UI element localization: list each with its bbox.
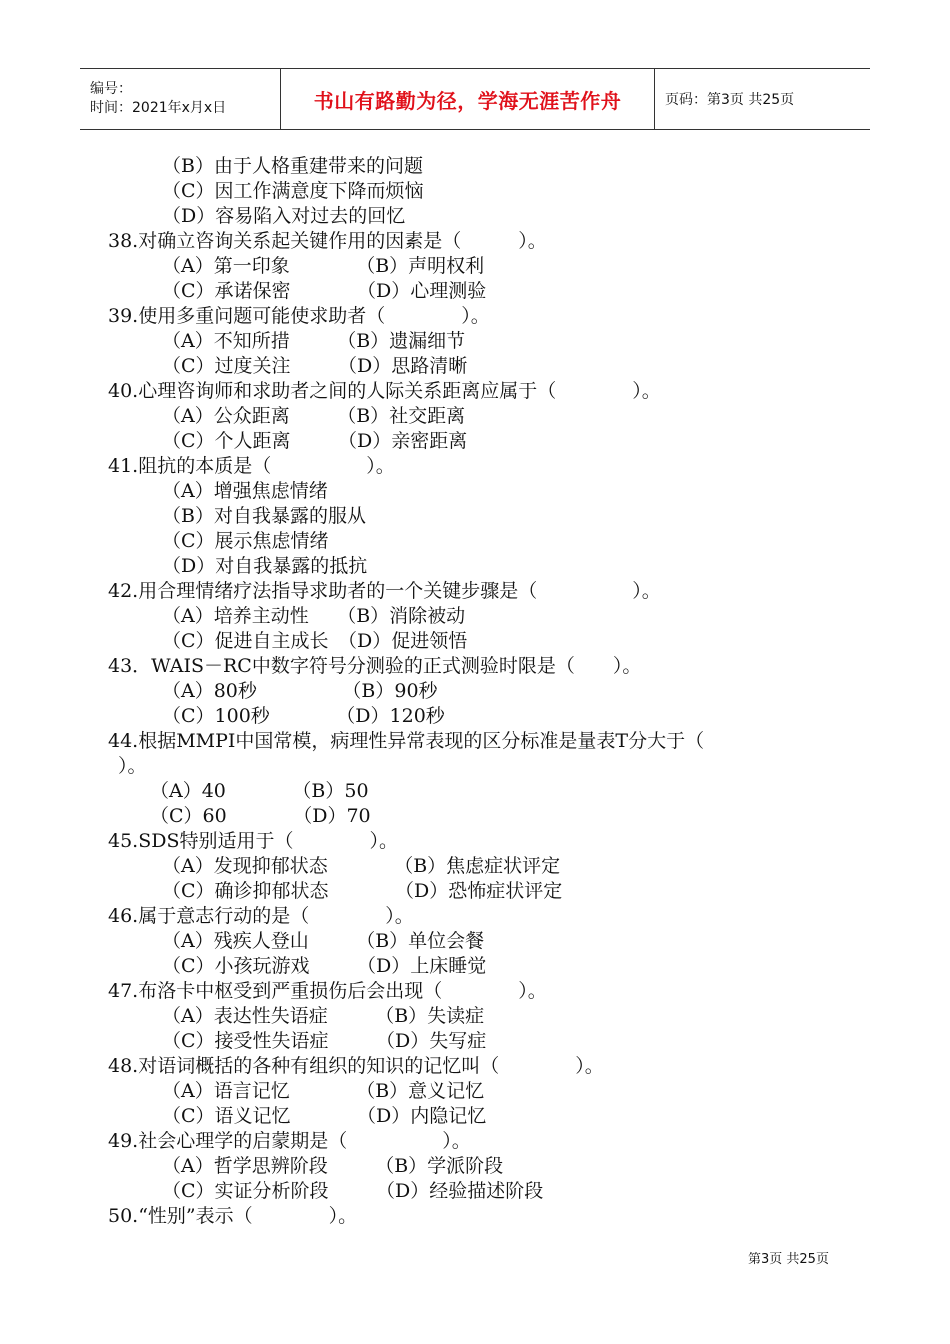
option-line: （A）第一印象 （B）声明权利 <box>162 255 485 277</box>
option-line: （A）发现抑郁状态 （B）焦虑症状评定 <box>162 855 561 877</box>
question-line: 39.使用多重问题可能使求助者（ ）。 <box>108 305 490 327</box>
option-line: （C）个人距离 （D）亲密距离 <box>162 430 468 452</box>
option-line: （A）残疾人登山 （B）单位会餐 <box>162 930 485 952</box>
option-line: （C）实证分析阶段 （D）经验描述阶段 <box>162 1180 544 1202</box>
option-line: （C）语义记忆 （D）内隐记忆 <box>162 1105 487 1127</box>
question-line: 44.根据MMPI中国常模，病理性异常表现的区分标准是量表T分大于（ <box>108 730 705 752</box>
option-line: （A）公众距离 （B）社交距离 <box>162 405 466 427</box>
option-line: （C）接受性失语症 （D）失写症 <box>162 1030 487 1052</box>
option-line: （A）增强焦虑情绪 <box>162 480 328 502</box>
question-line: 47.布洛卡中枢受到严重损伤后会出现（ ）。 <box>108 980 547 1002</box>
question-line: 41.阻抗的本质是（ ）。 <box>108 455 395 477</box>
option-line: （A）80秒 （B）90秒 <box>162 680 438 702</box>
option-line: （D）容易陷入对过去的回忆 <box>162 205 406 227</box>
footer-page-number: 第3页 共25页 <box>748 1252 829 1267</box>
header-motto-cell <box>281 69 655 129</box>
option-line: （A）40 （B）50 <box>150 780 369 802</box>
option-line: （A）培养主动性 （B）消除被动 <box>162 605 466 627</box>
question-line: 50.“性别”表示（ ）。 <box>108 1205 358 1227</box>
question-line: 43．WAIS－RC中数字符号分测验的正式测验时限是（ ）。 <box>108 655 642 677</box>
option-line: （C）过度关注 （D）思路清晰 <box>162 355 468 377</box>
option-line: （D）对自我暴露的抵抗 <box>162 555 368 577</box>
option-line: （C）确诊抑郁状态 （D）恐怖症状评定 <box>162 880 563 902</box>
page-header <box>80 68 870 130</box>
question-line: 38.对确立咨询关系起关键作用的因素是（ ）。 <box>108 230 547 252</box>
question-line: 48.对语词概括的各种有组织的知识的记忆叫（ ）。 <box>108 1055 604 1077</box>
option-line: （C）展示焦虑情绪 <box>162 530 329 552</box>
question-line: 42.用合理情绪疗法指导求助者的一个关键步骤是（ ）。 <box>108 580 661 602</box>
question-line: 45.SDS特别适用于（ ）。 <box>108 830 398 852</box>
option-line: （A）哲学思辨阶段 （B）学派阶段 <box>162 1155 504 1177</box>
question-line: 49.社会心理学的启蒙期是（ ）。 <box>108 1130 471 1152</box>
question-continuation: ）。 <box>118 755 147 777</box>
option-line: （C）促进自主成长 （D）促进领悟 <box>162 630 468 652</box>
question-line: 40.心理咨询师和求助者之间的人际关系距离应属于（ ）。 <box>108 380 661 402</box>
date-text: 时间：2021年x月x日 <box>90 100 227 116</box>
option-line: （C）因工作满意度下降而烦恼 <box>162 180 424 202</box>
option-line: （B）对自我暴露的服从 <box>162 505 366 527</box>
option-line: （A）不知所措 （B）遗漏细节 <box>162 330 466 352</box>
header-meta <box>80 69 281 129</box>
header-page-number: 页码：第3页 共25页 <box>665 92 795 108</box>
header-motto: 书山有路勤为径，学海无涯苦作舟 <box>313 88 622 113</box>
option-line: （B）由于人格重建带来的问题 <box>162 155 423 177</box>
option-line: （C）100秒 （D）120秒 <box>162 705 445 727</box>
header-page-cell <box>655 69 870 129</box>
option-line: （C）承诺保密 （D）心理测验 <box>162 280 487 302</box>
serial-label: 编号： <box>90 81 132 97</box>
option-line: （A）语言记忆 （B）意义记忆 <box>162 1080 485 1102</box>
option-line: （C）60 （D）70 <box>150 805 371 827</box>
option-line: （A）表达性失语症 （B）失读症 <box>162 1005 485 1027</box>
question-line: 46.属于意志行动的是（ ）。 <box>108 905 414 927</box>
option-line: （C）小孩玩游戏 （D）上床睡觉 <box>162 955 487 977</box>
